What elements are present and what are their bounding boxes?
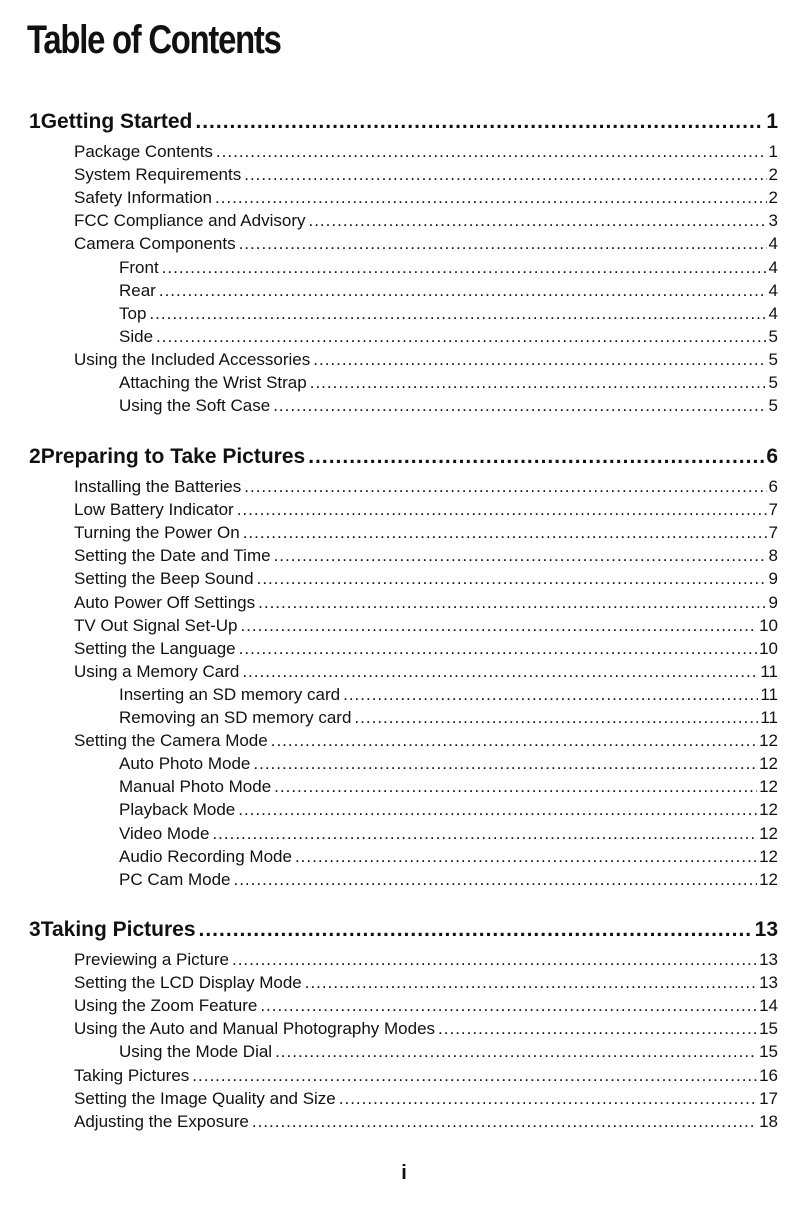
toc-entry-label: Video Mode: [119, 823, 210, 843]
toc-entry-page-number: 12: [759, 754, 778, 774]
toc-entry-row[interactable]: [0, 1089, 808, 1111]
toc-entry-label: Setting the Date and Time: [74, 546, 271, 566]
dot-leader: [354, 708, 758, 728]
dot-leader: [305, 973, 757, 993]
toc-entry-label: Rear: [119, 280, 156, 300]
chapter-number: 1: [29, 110, 41, 133]
toc-entry-page-number: 2: [768, 165, 778, 185]
toc-entry-page-number: 5: [768, 373, 778, 392]
toc-entry-row[interactable]: [0, 800, 808, 822]
toc-entry-page-number: 12: [759, 846, 778, 866]
toc-entry-row[interactable]: [0, 847, 808, 869]
toc-entry-page-number: 5: [768, 349, 778, 369]
dot-leader: [438, 1019, 757, 1039]
toc-entry-label: Safety Information: [74, 188, 212, 208]
toc-entry-page-number: 1: [768, 142, 778, 161]
dot-leader: [339, 1089, 757, 1109]
toc-entry-page-number: 16: [759, 1065, 778, 1085]
toc-entry-page-number: 12: [759, 823, 778, 843]
toc-entry-page-number: 4: [768, 234, 778, 254]
toc-entry-label: Attaching the Wrist Strap: [119, 373, 307, 392]
toc-entry-row[interactable]: [0, 973, 808, 995]
toc-entry-label: Taking Pictures: [74, 1065, 190, 1085]
dot-leader: [273, 396, 766, 416]
toc-entry-label: Turning the Power On: [74, 523, 240, 543]
toc-entry-label: Setting the Language: [74, 638, 236, 658]
dot-leader: [156, 327, 767, 347]
toc-entry-row[interactable]: [0, 996, 808, 1018]
toc-entry-label: Using the Mode Dial: [119, 1042, 273, 1062]
toc-entry-page-number: 12: [759, 869, 778, 889]
toc-entry-label: Using the Soft Case: [119, 396, 271, 416]
page-title: Table of Contents: [27, 18, 281, 62]
footer-page-number: i: [401, 1162, 407, 1184]
dot-leader: [159, 281, 767, 301]
toc-entry-page-number: 5: [768, 396, 778, 416]
toc-entry-page-number: 4: [768, 257, 778, 277]
toc-entry-page-number: 17: [759, 1088, 778, 1108]
toc-entry-row[interactable]: [0, 165, 808, 187]
toc-chapter-row[interactable]: [0, 918, 808, 946]
dot-leader: [308, 445, 764, 469]
toc-entry-page-number: 14: [759, 996, 778, 1016]
dot-leader: [308, 211, 766, 231]
toc-entry-row[interactable]: [0, 569, 808, 591]
toc-entry-row[interactable]: [0, 350, 808, 372]
toc-entry-row[interactable]: [0, 662, 808, 684]
toc-entry-page-number: 6: [768, 477, 778, 496]
toc-entry-row[interactable]: [0, 188, 808, 210]
toc-entry-row[interactable]: [0, 870, 808, 892]
toc-entry-label: FCC Compliance and Advisory: [74, 211, 306, 231]
toc-entry-label: Previewing a Picture: [74, 950, 229, 969]
dot-leader: [232, 950, 757, 970]
toc-entry-page-number: 11: [760, 661, 778, 681]
chapter-number: 3: [29, 918, 41, 941]
toc-entry-label: Using the Included Accessories: [74, 349, 311, 369]
dot-leader: [260, 996, 757, 1016]
toc-entry-page-number: 4: [768, 280, 778, 300]
toc-entry-row[interactable]: [0, 477, 808, 499]
dot-leader: [199, 918, 753, 942]
dot-leader: [192, 1066, 757, 1086]
dot-leader: [238, 800, 757, 820]
toc-entry-page-number: 8: [768, 546, 778, 566]
dot-leader: [275, 1042, 757, 1062]
toc-entry-row[interactable]: [0, 373, 808, 395]
toc-entry-row[interactable]: [0, 234, 808, 256]
dot-leader: [239, 639, 757, 659]
toc-entry-page-number: 13: [759, 973, 778, 993]
chapter-title: Preparing to Take Pictures: [40, 445, 306, 468]
toc-entry-page-number: 13: [759, 950, 778, 969]
toc-entry-label: TV Out Signal Set-Up: [74, 615, 238, 635]
dot-leader: [274, 777, 757, 797]
dot-leader: [237, 500, 767, 520]
toc-entry-row[interactable]: [0, 258, 808, 280]
toc-entry-row[interactable]: [0, 639, 808, 661]
toc-entry-page-number: 3: [768, 211, 778, 231]
toc-entry-row[interactable]: [0, 327, 808, 349]
chapter-page-number: 6: [766, 445, 778, 468]
toc-entry-page-number: 11: [760, 684, 778, 704]
dot-leader: [310, 373, 767, 393]
toc-entry-row[interactable]: [0, 1112, 808, 1134]
toc-entry-page-number: 9: [768, 569, 778, 589]
dot-leader: [274, 546, 767, 566]
toc-entry-page-number: 15: [759, 1019, 778, 1039]
toc-entry-page-number: 12: [759, 800, 778, 820]
toc-entry-label: Using the Auto and Manual Photography Modes: [74, 1019, 436, 1039]
chapter-page-number: 13: [754, 918, 778, 941]
chapter-title: Taking Pictures: [40, 918, 196, 941]
chapter-title: Getting Started: [40, 110, 193, 133]
dot-leader: [233, 870, 757, 890]
toc-entry-row[interactable]: [0, 777, 808, 799]
toc-entry-label: Using a Memory Card: [74, 661, 240, 681]
toc-entry-page-number: 18: [759, 1111, 778, 1131]
dot-leader: [244, 165, 766, 185]
dot-leader: [243, 523, 767, 543]
toc-entry-label: System Requirements: [74, 165, 242, 185]
toc-entry-page-number: 2: [768, 188, 778, 208]
toc-entry-row[interactable]: [0, 546, 808, 568]
toc-chapter-row[interactable]: [0, 110, 808, 138]
toc-entry-row[interactable]: [0, 281, 808, 303]
toc-entry-label: Setting the Image Quality and Size: [74, 1088, 336, 1108]
toc-entry-row[interactable]: [0, 396, 808, 418]
dot-leader: [313, 350, 766, 370]
dot-leader: [215, 188, 767, 208]
toc-entry-label: Audio Recording Mode: [119, 846, 292, 866]
toc-entry-label: Manual Photo Mode: [119, 777, 272, 797]
toc-entry-label: Playback Mode: [119, 800, 236, 820]
dot-leader: [258, 593, 766, 613]
toc-entry-row[interactable]: [0, 616, 808, 638]
toc-entry-label: Using the Zoom Feature: [74, 996, 258, 1016]
toc-entry-label: Low Battery Indicator: [74, 500, 234, 520]
toc-entry-label: PC Cam Mode: [119, 869, 231, 889]
toc-chapter-row[interactable]: [0, 445, 808, 473]
toc-entry-label: Setting the Camera Mode: [74, 731, 268, 751]
dot-leader: [244, 477, 766, 497]
toc-entry-row[interactable]: [0, 685, 808, 707]
chapter-page-number: 1: [766, 110, 778, 133]
toc-entry-row[interactable]: [0, 754, 808, 776]
dot-leader: [271, 731, 757, 751]
toc-entry-page-number: 7: [768, 500, 778, 520]
dot-leader: [295, 847, 757, 867]
toc-entry-page-number: 15: [759, 1042, 778, 1062]
toc-entry-label: Setting the Beep Sound: [74, 569, 254, 589]
dot-leader: [212, 824, 757, 844]
toc-entry-label: Auto Photo Mode: [119, 754, 251, 774]
dot-leader: [239, 234, 767, 254]
toc-entry-page-number: 7: [768, 523, 778, 543]
toc-entry-row[interactable]: [0, 211, 808, 233]
toc-entry-row[interactable]: [0, 731, 808, 753]
toc-entry-label: Removing an SD memory card: [119, 708, 352, 727]
toc-entry-row[interactable]: [0, 500, 808, 522]
toc-entry-page-number: 12: [759, 731, 778, 751]
toc-entry-label: Package Contents: [74, 142, 213, 161]
dot-leader: [149, 304, 766, 324]
toc-entry-page-number: 4: [768, 303, 778, 323]
toc-entry-page-number: 11: [760, 708, 778, 727]
toc-entry-row[interactable]: [0, 1019, 808, 1041]
toc-entry-label: Setting the LCD Display Mode: [74, 973, 302, 993]
toc-entry-row[interactable]: [0, 304, 808, 326]
dot-leader: [343, 685, 758, 705]
dot-leader: [240, 616, 757, 636]
toc-entry-label: Camera Components: [74, 234, 236, 254]
toc-entry-page-number: 9: [768, 592, 778, 612]
toc-entry-label: Inserting an SD memory card: [119, 684, 341, 704]
toc-entry-row[interactable]: [0, 142, 808, 164]
toc-entry-row[interactable]: [0, 708, 808, 730]
toc-entry-label: Top: [119, 303, 147, 323]
chapter-number: 2: [29, 445, 41, 468]
toc-entry-row[interactable]: [0, 593, 808, 615]
toc-entry-row[interactable]: [0, 1066, 808, 1088]
dot-leader: [162, 258, 767, 278]
toc-entry-page-number: 10: [759, 615, 778, 635]
toc-entry-page-number: 12: [759, 777, 778, 797]
toc-entry-row[interactable]: [0, 523, 808, 545]
toc-entry-label: Adjusting the Exposure: [74, 1111, 249, 1131]
dot-leader: [253, 754, 757, 774]
toc-entry-label: Side: [119, 326, 154, 346]
dot-leader: [257, 569, 767, 589]
toc-entry-label: Installing the Batteries: [74, 477, 242, 496]
toc-entry-row[interactable]: [0, 1042, 808, 1064]
toc-entry-page-number: 5: [768, 326, 778, 346]
toc-entry-row[interactable]: [0, 824, 808, 846]
toc-entry-label: Auto Power Off Settings: [74, 592, 256, 612]
toc-entry-row[interactable]: [0, 950, 808, 972]
toc-entry-page-number: 10: [759, 638, 778, 658]
dot-leader: [242, 662, 758, 682]
dot-leader: [252, 1112, 757, 1132]
toc-entry-label: Front: [119, 257, 159, 277]
dot-leader: [216, 142, 767, 162]
dot-leader: [195, 110, 764, 134]
